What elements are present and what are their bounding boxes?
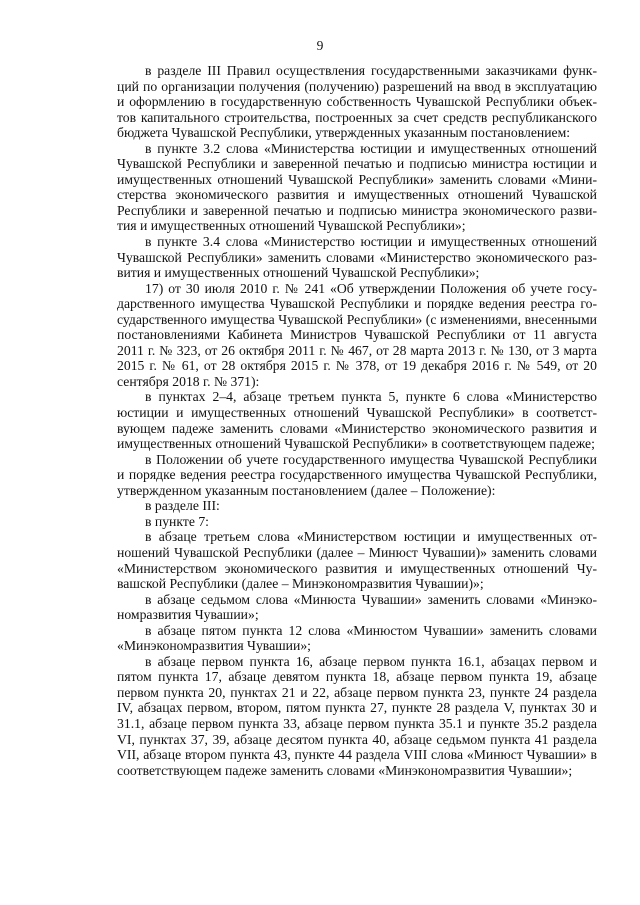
paragraph: в абзаце пятом пункта 12 слова «Минюстом Чувашии» заменить словами «Минэкономразвития Чувашии»; bbox=[117, 622, 597, 654]
paragraph: в абзаце первом пункта 16, абзаце первом пункта 16.1, абзацах первом и пятом пункта 17, абзаце девятом пункта 18, абзаце первом пункта 19, абзаце первом пункта 20, пунктах 21 и 22, абзаце первом пункта 23, пункте 24 раздела IV, абзацах первом, втором, пятом пункта 27, пункте 28 раздела V, пунктах 30 и 31.1, абзаце первом пункта 33, абзаце первом пункта 35.1 и пункте 35.2 раздела VI, пунктах 37, 39, абзаце десятом пункта 40, абзаце седьмом пункта 41 раздела VII, абзаце втором пункта 43, пункте 44 раздела VIII слова «Минюст Чувашии» в соответствующем падеже заменить словами «Минэкономразвития Чувашии»; bbox=[117, 653, 597, 778]
paragraph: в разделе III Правил осуществления государственными заказчиками функций по организации получения (получению) разрешений на ввод в эксплуатацию и оформлению в государственную собственность Чувашской Республики объектов капитального строительства, построенных за счет средств республиканского бюджета Чувашской Республики, утвержденных указанным постановлением: bbox=[117, 63, 597, 141]
page-number: 9 bbox=[316, 38, 324, 53]
paragraph: в пункте 7: bbox=[145, 513, 209, 529]
paragraph: в пунктах 2–4, абзаце третьем пункта 5, пункте 6 слова «Министерство юстиции и имущественных отношений Чувашской Республики» в соответствующем падеже заменить словами «Министерство экономического развития и имущественных отношений Чувашской Республики» в соответствующем падеже; bbox=[117, 389, 597, 452]
paragraph: в абзаце седьмом слова «Минюста Чувашии» заменить словами «Минэкономразвития Чувашии»; bbox=[117, 591, 597, 623]
paragraph: в абзаце третьем слова «Министерством юстиции и имущественных отношений Чувашской Республики (далее – Минюст Чувашии)» заменить словами «Министерством экономического развития и имущественных отношений Чувашской Республики (далее – Минэкономразвития Чувашии)»; bbox=[117, 529, 597, 592]
paragraph: в пункте 3.4 слова «Министерство юстиции и имущественных отношений Чувашской Республики» заменить словами «Министерство экономического развития и имущественных отношений Чувашской Республики»; bbox=[117, 234, 597, 281]
paragraph: в пункте 3.2 слова «Министерства юстиции и имущественных отношений Чувашской Республики и заверенной печатью и подписью министра юстиции и имущественных отношений Чувашской Республики» заменить словами «Министерства экономического развития и имущественных отношений Чувашской Республики и заверенной печатью и подписью министра экономического развития и имущественных отношений Чувашской Республики»; bbox=[117, 140, 597, 234]
paragraph: в разделе III: bbox=[145, 498, 220, 514]
paragraph: 17) от 30 июля 2010 г. № 241 «Об утверждении Положения об учете государственного имущества Чувашской Республики и порядке ведения реестра государственного имущества Чувашской Республики» (с изменениями, внесенными постановлениями Кабинета Министров Чувашской Республики от 11 августа 2011 г. № 323, от 26 октября 2011 г. № 467, от 28 марта 2013 г. № 130, от 3 марта 2015 г. № 61, от 28 октября 2015 г. № 378, от 19 декабря 2016 г. № 549, от 20 сентября 2018 г. № 371): bbox=[117, 280, 597, 389]
paragraph: в Положении об учете государственного имущества Чувашской Республики и порядке ведения реестра государственного имущества Чувашской Республики, утвержденном указанным постановлением (далее – Положение): bbox=[117, 451, 597, 498]
document-body bbox=[117, 63, 597, 778]
